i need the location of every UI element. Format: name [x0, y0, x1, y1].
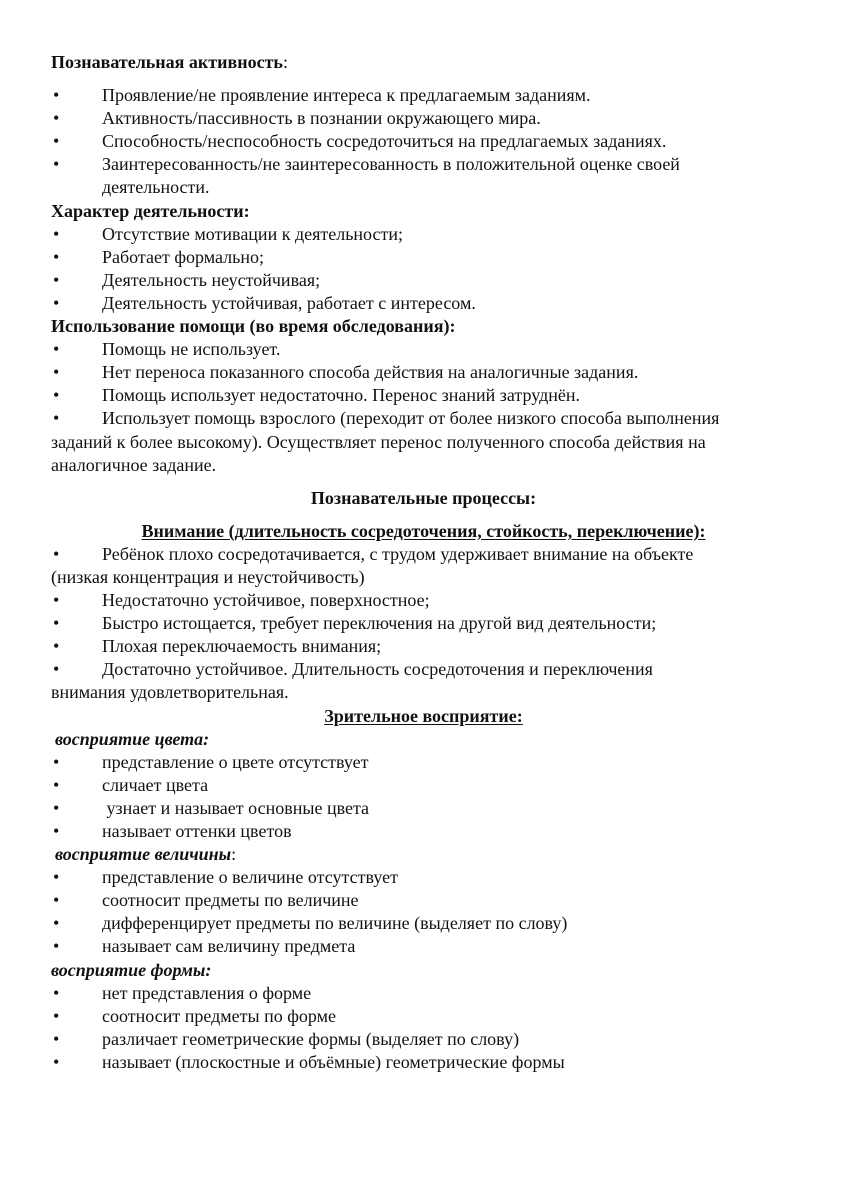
bullet: • — [53, 339, 60, 360]
bullet: • — [53, 108, 60, 129]
subsection-color-label: восприятие цвета: — [55, 728, 210, 749]
spacer — [51, 74, 796, 84]
list-item: • дифференцирует предметы по величине (выделяет по слову) — [51, 912, 796, 935]
bullet: • — [53, 385, 60, 406]
list-item: • Способность/неспособность сосредоточиться на предлагаемых заданиях. — [51, 130, 796, 153]
bullet: • — [53, 659, 60, 680]
bullet: • — [53, 223, 60, 244]
list-item: • представление о цвете отсутствует — [51, 751, 796, 774]
bullet: • — [53, 269, 60, 290]
list-item-continuation: внимания удовлетворительная. — [51, 682, 289, 703]
list-item-continuation: (низкая концентрация и неустойчивость) — [51, 566, 365, 587]
bullet: • — [53, 636, 60, 657]
list-item: • сличает цвета — [51, 774, 796, 797]
section-visual-heading: Зрительное восприятие: — [324, 705, 523, 726]
bullet: • — [53, 751, 60, 772]
bullet: • — [53, 292, 60, 313]
list-item: • нет представления о форме — [51, 982, 796, 1005]
bullet: • — [53, 613, 60, 634]
bullet: • — [53, 890, 60, 911]
list-item: • соотносит предметы по величине — [51, 889, 796, 912]
bullet: • — [53, 982, 60, 1003]
bullet: • — [53, 821, 60, 841]
spacer — [51, 477, 796, 487]
list-item: • называет сам величину предмета — [51, 935, 796, 958]
section-help-heading: Использование помощи (во время обследования): — [51, 316, 456, 337]
bullet: • — [53, 936, 60, 957]
list-item: • представление о величине отсутствует — [51, 866, 796, 889]
subsection-size-label: восприятие величины: — [55, 844, 237, 865]
bullet: • — [53, 1051, 60, 1072]
bullet: • — [53, 246, 60, 267]
list-item: • Работает формально; — [51, 246, 796, 269]
bullet: • — [53, 1028, 60, 1049]
list-item: • Проявление/не проявление интереса к предлагаемым заданиям. — [51, 84, 796, 107]
bullet: • — [53, 154, 60, 175]
list-item: • Деятельность неустойчивая; — [51, 269, 796, 292]
list-item: • Помощь не использует. — [51, 338, 796, 361]
list-item: • Ребёнок плохо сосредотачивается, с трудом удерживает внимание на объекте — [51, 543, 796, 566]
bullet: • — [53, 408, 60, 429]
list-item: • называет оттенки цветов — [51, 820, 796, 843]
document-page — [51, 51, 796, 1074]
list-item: • Плохая переключаемость внимания; — [51, 635, 796, 658]
bullet: • — [53, 85, 60, 106]
list-item: • Использует помощь взрослого (переходит от более низкого способа выполнения — [51, 407, 796, 430]
list-item: • Отсутствие мотивации к деятельности; — [51, 223, 796, 246]
subsection-form-label: восприятие формы: — [51, 959, 212, 980]
bullet: • — [53, 1005, 60, 1026]
list-item: • различает геометрические формы (выделяет по слову) — [51, 1028, 796, 1051]
list-item-continuation: деятельности. — [102, 177, 210, 198]
bullet: • — [53, 867, 60, 888]
bullet: • — [53, 131, 60, 152]
bullet: • — [53, 774, 60, 795]
list-item: • соотносит предметы по форме — [51, 1005, 796, 1028]
list-item: • узнает и называет основные цвета — [51, 797, 796, 820]
section-character-heading: Характер деятельности: — [51, 200, 250, 221]
bullet: • — [53, 590, 60, 611]
list-item: • Недостаточно устойчивое, поверхностное; — [51, 589, 796, 612]
bullet: • — [53, 543, 60, 564]
list-item: • Активность/пассивность в познании окружающего мира. — [51, 107, 796, 130]
list-item: • Быстро истощается, требует переключения на другой вид деятельности; — [51, 612, 796, 635]
list-item-continuation: заданий к более высокому). Осуществляет перенос полученного способа действия на — [51, 431, 706, 452]
list-item: • Заинтересованность/не заинтересованность в положительной оценке своей — [51, 153, 796, 176]
bullet: • — [53, 797, 60, 818]
bullet: • — [53, 913, 60, 934]
section-processes-heading: Познавательные процессы: — [310, 487, 537, 508]
list-item: • называет (плоскостные и объёмные) геометрические формы — [51, 1051, 796, 1074]
list-item: • Деятельность устойчивая, работает с интересом. — [51, 292, 796, 315]
bullet: • — [53, 362, 60, 383]
list-item: • Помощь использует недостаточно. Перенос знаний затруднён. — [51, 384, 796, 407]
list-item: • Достаточно устойчивое. Длительность сосредоточения и переключения — [51, 658, 796, 681]
section-attention-heading: Внимание (длительность сосредоточения, стойкость, переключение): — [141, 520, 706, 541]
list-item: • Нет переноса показанного способа действия на аналогичные задания. — [51, 361, 796, 384]
spacer — [51, 510, 796, 520]
list-item-continuation: аналогичное задание. — [51, 454, 217, 475]
section-activity-heading: Познавательная активность: — [51, 52, 288, 72]
